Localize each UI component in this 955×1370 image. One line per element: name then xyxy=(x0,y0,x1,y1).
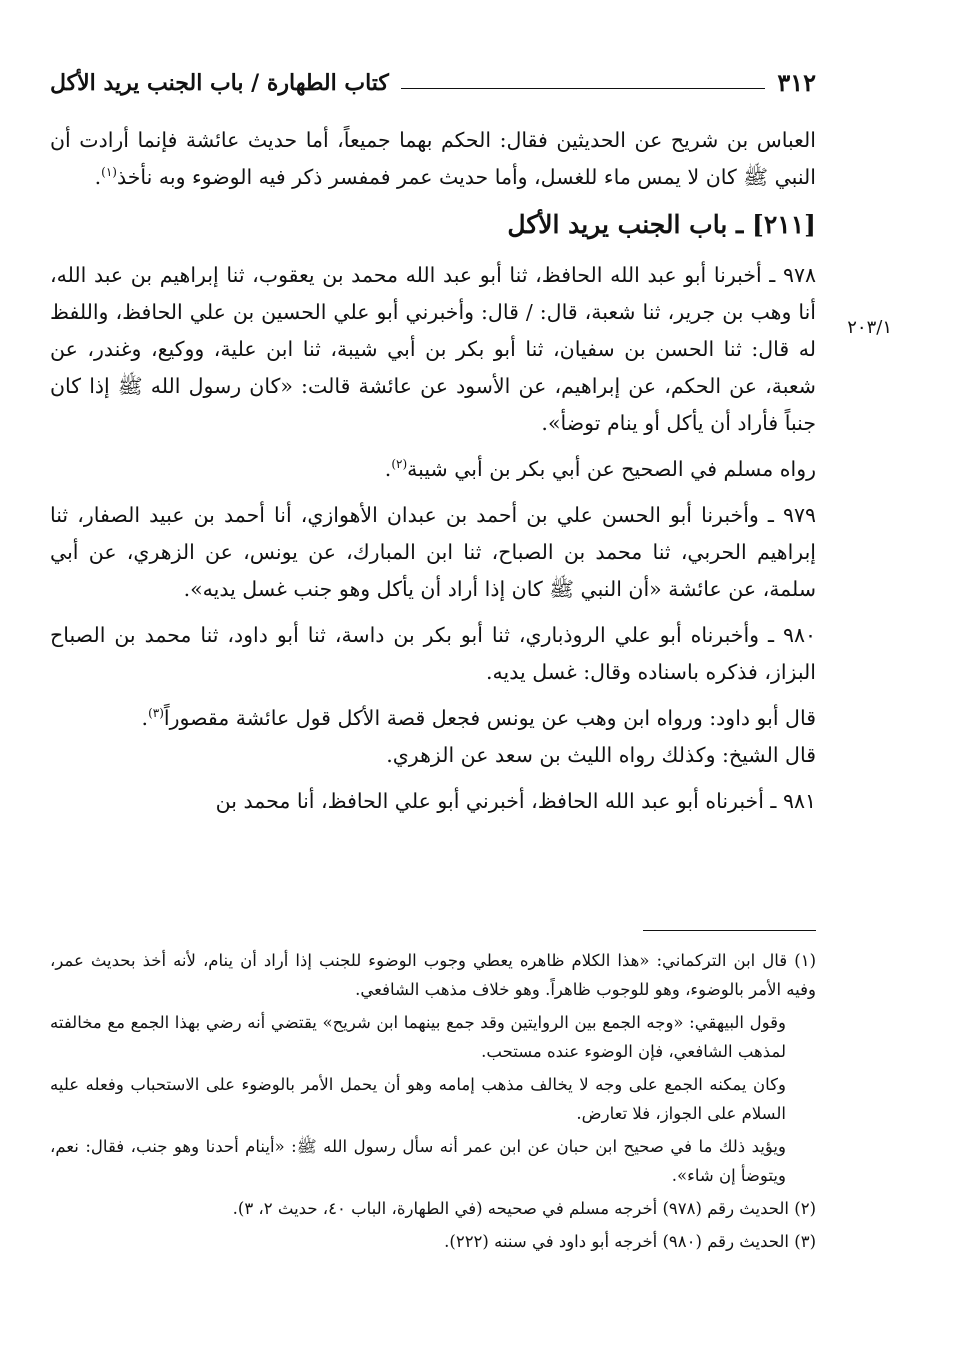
riwayah-978-text: رواه مسلم في الصحيح عن أبي بكر بن أبي شيبة xyxy=(407,457,816,481)
footnote-1-para-4: ويؤيد ذلك ما في صحيح ابن حبان عن ابن عمر أنه سأل رسول الله ﷺ: «أينام أحدنا وهو جنب، فقال: نعم، ويتوضأ إن شاء». xyxy=(50,1137,786,1185)
margin-reference: ٢٠٣/١ xyxy=(847,317,892,338)
footnote-ref-2[interactable]: (٢) xyxy=(391,457,408,472)
footnote-1-text-a: قال ابن التركماني: «هذا الكلام ظاهره يعطي وجوب الوضوء للجنب إذا أراد أن ينام، لأنه أخذ بحديث عمر، وفيه الأمر بالوضوء، وهو للوجوب ظاهراً. وهو خلاف مذهب الشافعي. xyxy=(50,951,816,999)
abu-dawud-note: قال أبو داود: ورواه ابن وهب عن يونس فجعل قصة الأكل قول عائشة مقصوراً$^{(٣)}$. xyxy=(141,706,816,730)
hadith-978: ٩٧٨ ـ أخبرنا أبو عبد الله الحافظ، ثنا أبو عبد الله محمد بن يعقوب، ثنا إبراهيم بن عبد الله، أنا وهب بن جرير، ثنا شعبة، قال: / قال: وأخبرني أبو علي الحسين بن علي الحافظ، واللفظ له قال: ثنا الحسن بن سفيان، ثنا أبو بكر بن أبي شيبة، ثنا ابن علية، ووكيع، وغندر، عن شعبة، عن الحكم، عن إبراهيم، عن الأسود عن عائشة قالت: «كان رسول الله ﷺ إذا كان جنباً فأراد أن يأكل أو ينام توضأ». xyxy=(50,263,816,435)
header-rule xyxy=(401,88,765,89)
abu-dawud-note-text: قال أبو داود: ورواه ابن وهب عن يونس فجعل قصة الأكل قول عائشة مقصوراً xyxy=(163,706,816,730)
hadith-981: ٩٨١ ـ أخبرناه أبو عبد الله الحافظ، أخبرني أبو علي الحافظ، أنا محمد بن xyxy=(215,789,816,813)
intro-paragraph: العباس بن شريح عن الحديثين فقال: الحكم بهما جميعاً، أما حديث عائشة فإنما أرادت أن النبي ﷺ كان لا يمس ماء للغسل، وأما حديث عمر فمفسر ذكر فيه الوضوء وبه نأخذ$^{(١)}$. xyxy=(50,128,816,189)
footnote-1-para-2: وقول البيهقي: «وجه الجمع بين الروايتين وقد جمع بينهما ابن شريح» يقتضي أنه رضي بهذا الجمع مع مخالفته لمذهب الشافعي، فإن الوضوء عنده مستحب. xyxy=(50,1013,786,1061)
footnote-ref-1[interactable]: (١) xyxy=(101,165,117,180)
footnote-1-para-3: وكان يمكنه الجمع على وجه لا يخالف مذهب إمامه وهو أن يحمل الأمر بالوضوء على الاستحباب وفعله عليه السلام على الجواز، فلا تعارض. xyxy=(50,1075,786,1123)
footnotes xyxy=(50,946,816,1260)
intro-text: العباس بن شريح عن الحديثين فقال: الحكم بهما جميعاً، أما حديث عائشة فإنما أرادت أن النبي ﷺ كان لا يمس ماء للغسل، وأما حديث عمر فمفسر ذكر فيه الوضوء وبه نأخذ xyxy=(50,128,816,189)
hadith-979: ٩٧٩ ـ وأخبرنا أبو الحسن علي بن أحمد بن عبدان الأهوازي، أنا أحمد بن عبيد الصفار، ثنا إبراهيم الحربي، ثنا محمد بن الصباح، ثنا ابن المبارك، عن يونس، عن الزهري، عن أبي سلمة، عن عائشة «أن النبي ﷺ كان إذا أراد أن يأكل وهو جنب غسل يديه». xyxy=(50,503,816,601)
footnote-2: (٢) الحديث رقم (٩٧٨) أخرجه مسلم في صحيحه (في الطهارة، الباب ٤٠، حديث ٢، ٣). xyxy=(232,1199,816,1218)
running-header xyxy=(50,62,816,98)
chapter-heading: [٢١١] ـ باب الجنب يريد الأكل xyxy=(507,210,816,239)
page-number: ٣١٢ xyxy=(777,68,816,97)
shaykh-note: قال الشيخ: وكذلك رواه الليث بن سعد عن الزهري. xyxy=(386,743,816,767)
footnote-ref-3[interactable]: (٣) xyxy=(148,706,164,721)
footnote-1-number: (١) xyxy=(794,951,816,970)
riwayah-978: رواه مسلم في الصحيح عن أبي بكر بن أبي شيبة$^{(٢)}$. xyxy=(384,457,816,481)
running-title: كتاب الطهارة / باب الجنب يريد الأكل xyxy=(50,70,389,96)
footnote-3: (٣) الحديث رقم (٩٨٠) أخرجه أبو داود في سننه (٢٢٢). xyxy=(444,1232,816,1251)
footnote-rule xyxy=(643,930,816,931)
main-text xyxy=(50,122,816,829)
hadith-980: ٩٨٠ ـ وأخبرناه أبو علي الروذباري، ثنا أبو بكر بن داسة، ثنا أبو داود، ثنا محمد بن الصباح البزاز، فذكره باسناده وقال: غسل يديه. xyxy=(50,623,816,684)
footnote-1-para-1 xyxy=(50,946,816,1004)
